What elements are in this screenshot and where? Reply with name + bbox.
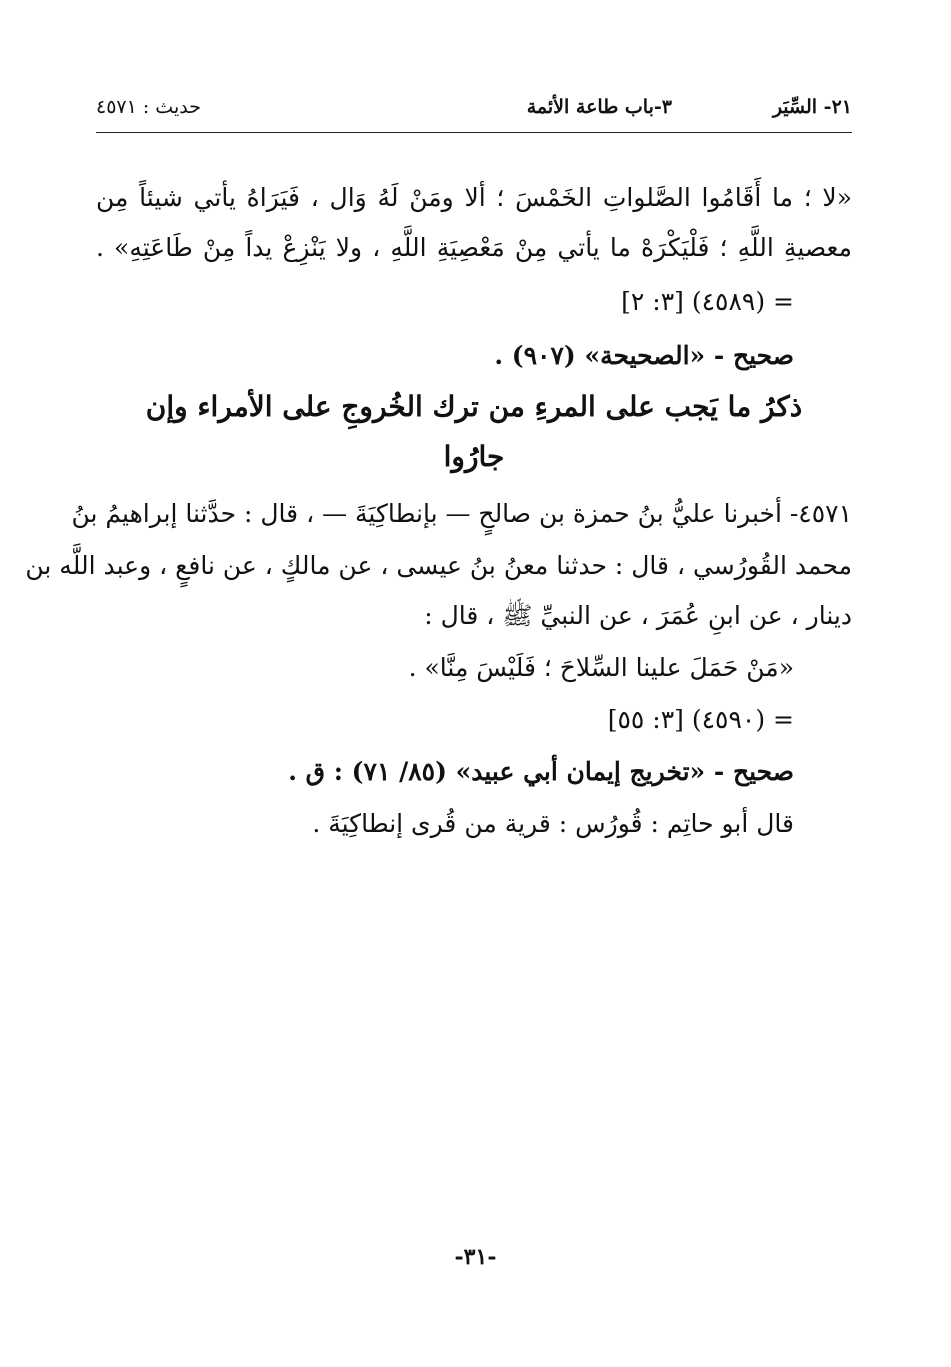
matn-line: «مَنْ حَمَلَ علينا السِّلاحَ ؛ فَلَيْسَ مِنَّا» . <box>408 653 794 682</box>
text-line: دينار ، عن ابنِ عُمَرَ ، عن النبيِّ ﷺ ، قال : <box>424 601 852 630</box>
grading-line: صحيح - «تخريج إيمان أبي عبيد» (٨٥/ ٧١) : ق . <box>288 757 794 786</box>
reference-line: = (٤٥٩٠) [٣: ٥٥] <box>607 705 794 734</box>
section-title: ٣-باب طاعة الأئمة <box>526 96 672 118</box>
text-line: معصيةِ اللَّهِ ؛ فَلْيَكْرَهْ ما يأتي مِنْ مَعْصِيَةِ اللَّهِ ، ولا يَنْزِعْ يداً مِنْ طَاعَتِهِ» . <box>96 233 852 262</box>
header-rule <box>96 132 852 133</box>
text-line: محمد القُورُسي ، قال : حدثنا معنُ بنُ عيسى ، عن مالكٍ ، عن نافعٍ ، وعبد اللَّه بن <box>25 551 852 580</box>
text-line: ٤٥٧١- أخبرنا عليُّ بنُ حمزة بن صالحٍ — بإنطاكِيَةَ — ، قال : حدَّثنا إبراهيمُ بنُ <box>71 499 852 528</box>
grading-line: صحيح - «الصحيحة» (٩٠٧) . <box>494 341 794 370</box>
hadith-reference: حديث : ٤٥٧١ <box>96 96 201 118</box>
running-header <box>96 92 852 128</box>
text-line: «لا ؛ ما أَقَامُوا الصَّلواتِ الخَمْسَ ؛ ألا ومَنْ لَهُ وَال ، فَيَرَاهُ يأتي شيئاً مِن <box>96 183 852 212</box>
section-heading-line-2: جارُوا <box>443 440 505 473</box>
chapter-title: ٢١- السِّيَر <box>772 96 852 118</box>
reference-line: = (٤٥٨٩) [٣: ٢] <box>621 287 794 316</box>
note-line: قال أبو حاتِم : قُورُس : قرية من قُرى إنطاكِيَةَ . <box>312 809 794 838</box>
page-number: -٣١- <box>454 1244 497 1270</box>
section-heading-line-1: ذكرُ ما يَجب على المرءِ من ترك الخُروجِ على الأمراء وإن <box>145 390 803 423</box>
